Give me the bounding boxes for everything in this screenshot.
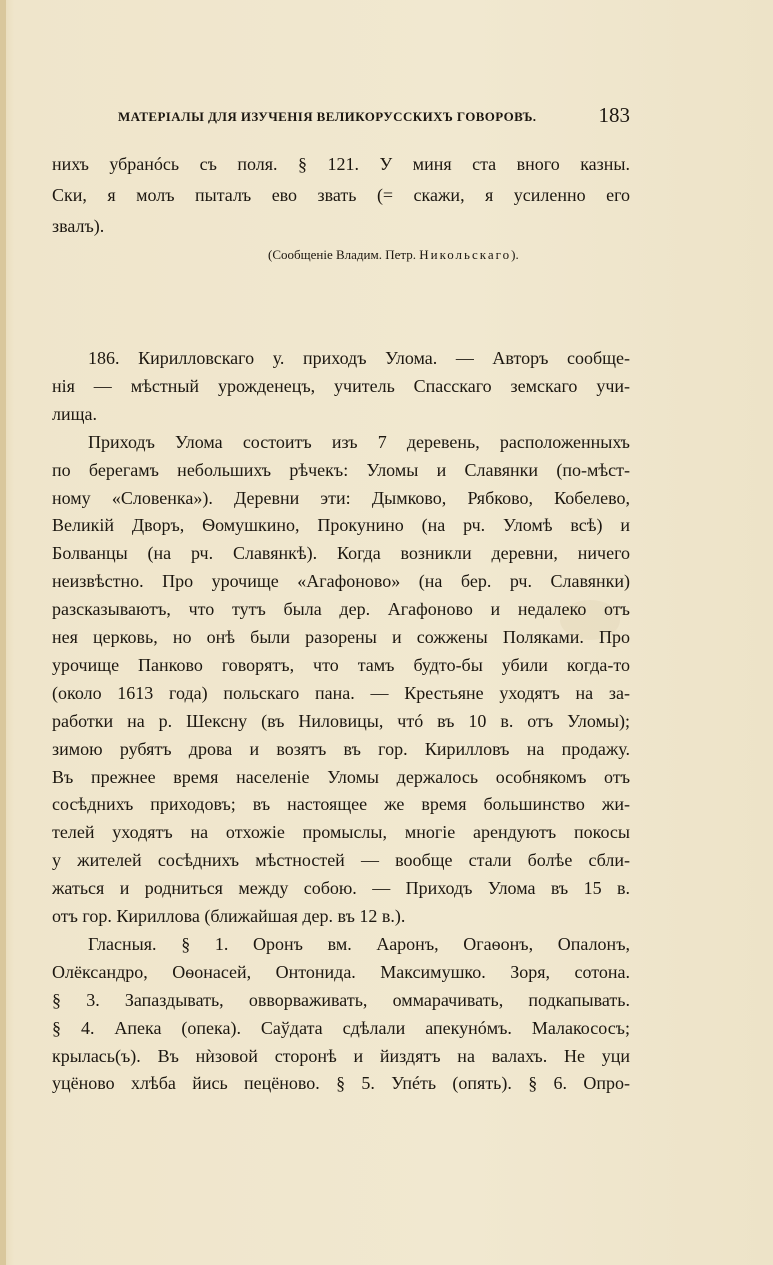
- page-number: 183: [598, 103, 630, 127]
- text-line: разсказываютъ, что тутъ была дер. Агафоново и недалеко отъ: [52, 599, 630, 620]
- text-line: Ски, я молъ пыталъ ево звать (= скажи, я усиленно его: [52, 185, 630, 205]
- running-header: [118, 103, 630, 133]
- text-line: неизвѣстно. Про урочище «Агафоново» (на бер. рч. Славянки): [52, 571, 630, 592]
- page-binding-edge: [0, 0, 6, 1265]
- text-line: Гласныя. § 1. Оронъ вм. Ааронъ, Огаѳонъ, Опалонъ,: [88, 933, 630, 954]
- text-line: жаться и родниться между собою. — Приходъ Улома въ 15 в.: [52, 878, 630, 899]
- text-line: у жителей сосѣднихъ мѣстностей — вообще стали болѣе сбли-: [52, 850, 630, 871]
- text-line: сосѣднихъ приходовъ; въ настоящее же время большинство жи-: [52, 794, 630, 815]
- text-line: Великій Дворъ, Ѳомушкино, Прокунино (на рч. Уломѣ всѣ) и: [52, 515, 630, 536]
- text-line: работки на р. Шексну (въ Ниловицы, чтó въ 10 в. отъ Уломы);: [52, 710, 630, 731]
- header-title: МАТЕРІАЛЫ ДЛЯ ИЗУЧЕНІЯ ВЕЛИКОРУССКИХЪ ГОВОРОВЪ.: [118, 109, 537, 124]
- text-line: отъ гор. Кириллова (ближайшая дер. въ 12 в.).: [52, 906, 406, 926]
- text-line: ному «Словенка»). Деревни эти: Дымково, Рябково, Кобелево,: [52, 487, 630, 508]
- text-line: урочище Панково говорятъ, что тамъ будто-бы убили когда-то: [52, 654, 630, 675]
- text-line: по берегамъ небольшихъ рѣчекъ: Уломы и Славянки (по-мѣст-: [52, 459, 630, 480]
- attribution-suffix: ).: [511, 247, 519, 262]
- text-line: зимою рубятъ дрова и возятъ въ гор. Кирилловъ на продажу.: [52, 738, 630, 759]
- text-line: Приходъ Улома состоитъ изъ 7 деревень, расположенныхъ: [88, 431, 630, 452]
- text-line: Болванцы (на рч. Славянкѣ). Когда возникли деревни, ничего: [52, 543, 630, 564]
- continued-paragraph: [52, 151, 630, 241]
- text-line: (около 1613 года) польскаго пана. — Крестьяне уходятъ на за-: [52, 682, 630, 703]
- text-line: Въ прежнее время населеніе Уломы держалось особнякомъ отъ: [52, 766, 630, 787]
- text-line: звалъ).: [52, 216, 105, 236]
- section-heading-line: 186. Кирилловскаго у. приходъ Улома. — Авторъ сообще-: [88, 348, 630, 368]
- attribution-prefix: (Сообщеніе Владим. Петр.: [268, 247, 420, 262]
- text-line: телей уходятъ на отхожіе промыслы, многіе арендуютъ покосы: [52, 822, 630, 843]
- text-line: нія — мѣстный урожденецъ, учитель Спасскаго земскаго учи-: [52, 375, 630, 396]
- text-line: § 3. Запаздывать, овворваживать, оммарачивать, подкапывать.: [52, 989, 630, 1010]
- text-line: крылась(ъ). Въ нѝзовой сторонѣ и йиздятъ на валахъ. Не уци: [52, 1045, 630, 1066]
- text-line: лища.: [52, 403, 97, 424]
- text-line: Олёксандро, Оѳонасей, Онтонида. Максимушко. Зоря, сотона.: [52, 961, 630, 982]
- text-line: нея церковь, но онѣ были разорены и сожжены Поляками. Про: [52, 627, 630, 647]
- text-line: нихъ убранóсь съ поля. § 121. У миня ста вного казны.: [52, 154, 630, 174]
- attribution-name: Никольскаго: [419, 247, 512, 262]
- text-line: уцёново хлѣба йись пецёново. § 5. Упéть (опять). § 6. Опро-: [52, 1073, 630, 1094]
- section-186: [52, 345, 630, 1125]
- text-line: § 4. Апека (опека). Саўдата сдѣлали апекунóмъ. Малакососъ;: [52, 1017, 630, 1038]
- attribution-note: [268, 247, 519, 263]
